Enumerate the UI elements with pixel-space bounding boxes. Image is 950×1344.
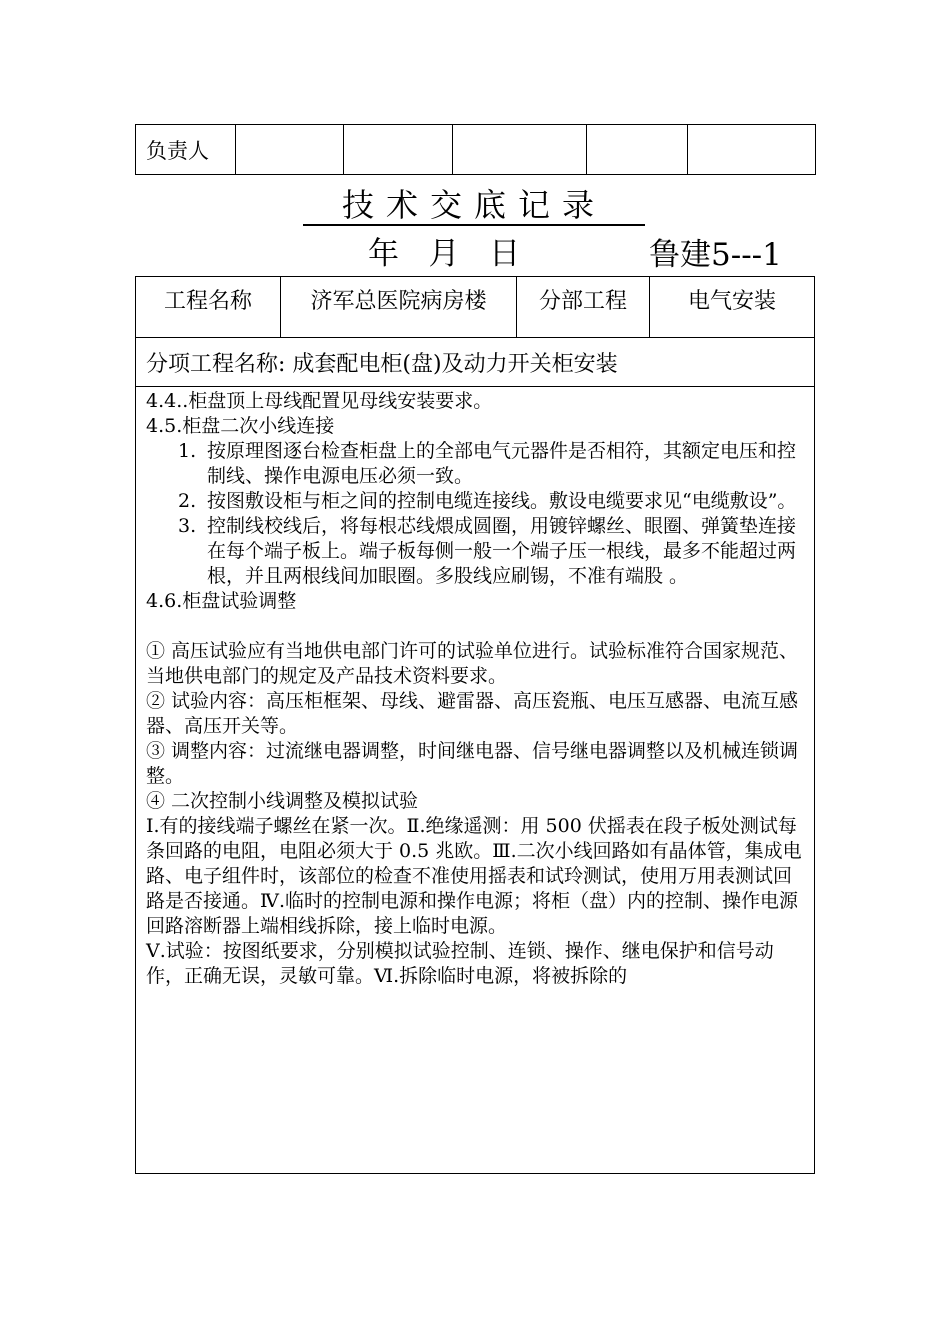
project-name-label: 工程名称 (136, 277, 281, 337)
project-name-value: 济军总医院病房楼 (281, 277, 517, 337)
section-4-5-heading: 4.5.柜盘二次小线连接 (146, 415, 335, 437)
wiring-steps-list (146, 439, 808, 589)
paragraph: ③ 调整内容：过流继电器调整，时间继电器、信号继电器调整以及机械连锁调整。 (146, 740, 799, 787)
responsible-row (136, 125, 816, 175)
date-field: 年 月 日 (368, 236, 521, 272)
title-underline (303, 224, 645, 226)
disclosure-form (135, 276, 815, 1174)
list-text: 按原理图逐台检查柜盘上的全部电气元器件是否相符，其额定电压和控制线、操作电源电压必须一致。 (207, 440, 797, 487)
list-item (146, 514, 808, 589)
list-number: 3. (178, 515, 197, 537)
subitem-row (136, 338, 814, 387)
list-number: 2. (178, 490, 197, 512)
division-label: 分部工程 (517, 277, 650, 337)
section-4-4: 4.4..柜盘顶上母线配置见母线安装要求。 (146, 390, 493, 412)
subitem-name: 分项工程名称: 成套配电柜(盘)及动力开关柜安装 (146, 352, 618, 377)
responsible-cell[interactable] (344, 125, 453, 175)
responsible-cell[interactable] (688, 125, 816, 175)
responsible-cell[interactable] (453, 125, 587, 175)
paragraph: Ⅴ.试验：按图纸要求，分别模拟试验控制、连锁、操作、继电保护和信号动作，正确无误，灵敏可靠。Ⅵ.拆除临时电源，将被拆除的 (146, 940, 774, 987)
list-number: 1. (178, 440, 197, 462)
paragraph: Ⅰ.有的接线端子螺丝在紧一次。Ⅱ.绝缘遥测：用 500 伏摇表在段子板处测试每条回路的电阻，电阻必须大于 0.5 兆欧。Ⅲ.二次小线回路如有晶体管，集成电路、电子组件时，该部位的检查不准使用摇表和试玲测试，使用万用表测试回路是否接通。Ⅳ.临时的控制电源和操作电源；将柜（盘）内的控制、操作电源回路溶断器上端相线拆除，接上临时电源。 (146, 815, 802, 937)
paragraph: ① 高压试验应有当地供电部门许可的试验单位进行。试验标准符合国家规范、当地供电部门的规定及产品技术资料要求。 (146, 640, 799, 687)
division-value: 电气安装 (687, 289, 776, 314)
paragraph: ② 试验内容：高压柜框架、母线、避雷器、高压瓷瓶、电压互感器、电流互感器、高压开关等。 (146, 690, 799, 737)
section-4-6-heading: 4.6.柜盘试验调整 (146, 590, 297, 612)
project-info-row (136, 277, 814, 338)
disclosure-content (146, 389, 808, 989)
paragraph: ④ 二次控制小线调整及模拟试验 (146, 790, 419, 812)
responsible-cell[interactable] (587, 125, 688, 175)
responsible-label: 负责人 (136, 125, 236, 175)
responsible-cell[interactable] (236, 125, 344, 175)
document-title: 技术交底记录 (341, 186, 606, 224)
list-text: 控制线校线后，将每根芯线煨成圆圈，用镀锌螺丝、眼圈、弹簧垫连接在每个端子板上。端子板每侧一般一个端子压一根线，最多不能超过两根，并且两根线间加眼圈。多股线应刷锡，不准有端股 。 (207, 515, 797, 587)
form-code: 鲁建5---1 (649, 237, 782, 273)
list-item (146, 439, 808, 489)
blank-line (146, 614, 808, 639)
list-item (146, 489, 808, 514)
responsible-table (135, 124, 816, 175)
list-text: 按图敷设柜与柜之间的控制电缆连接线。敷设电缆要求见“电缆敷设”。 (207, 490, 797, 512)
